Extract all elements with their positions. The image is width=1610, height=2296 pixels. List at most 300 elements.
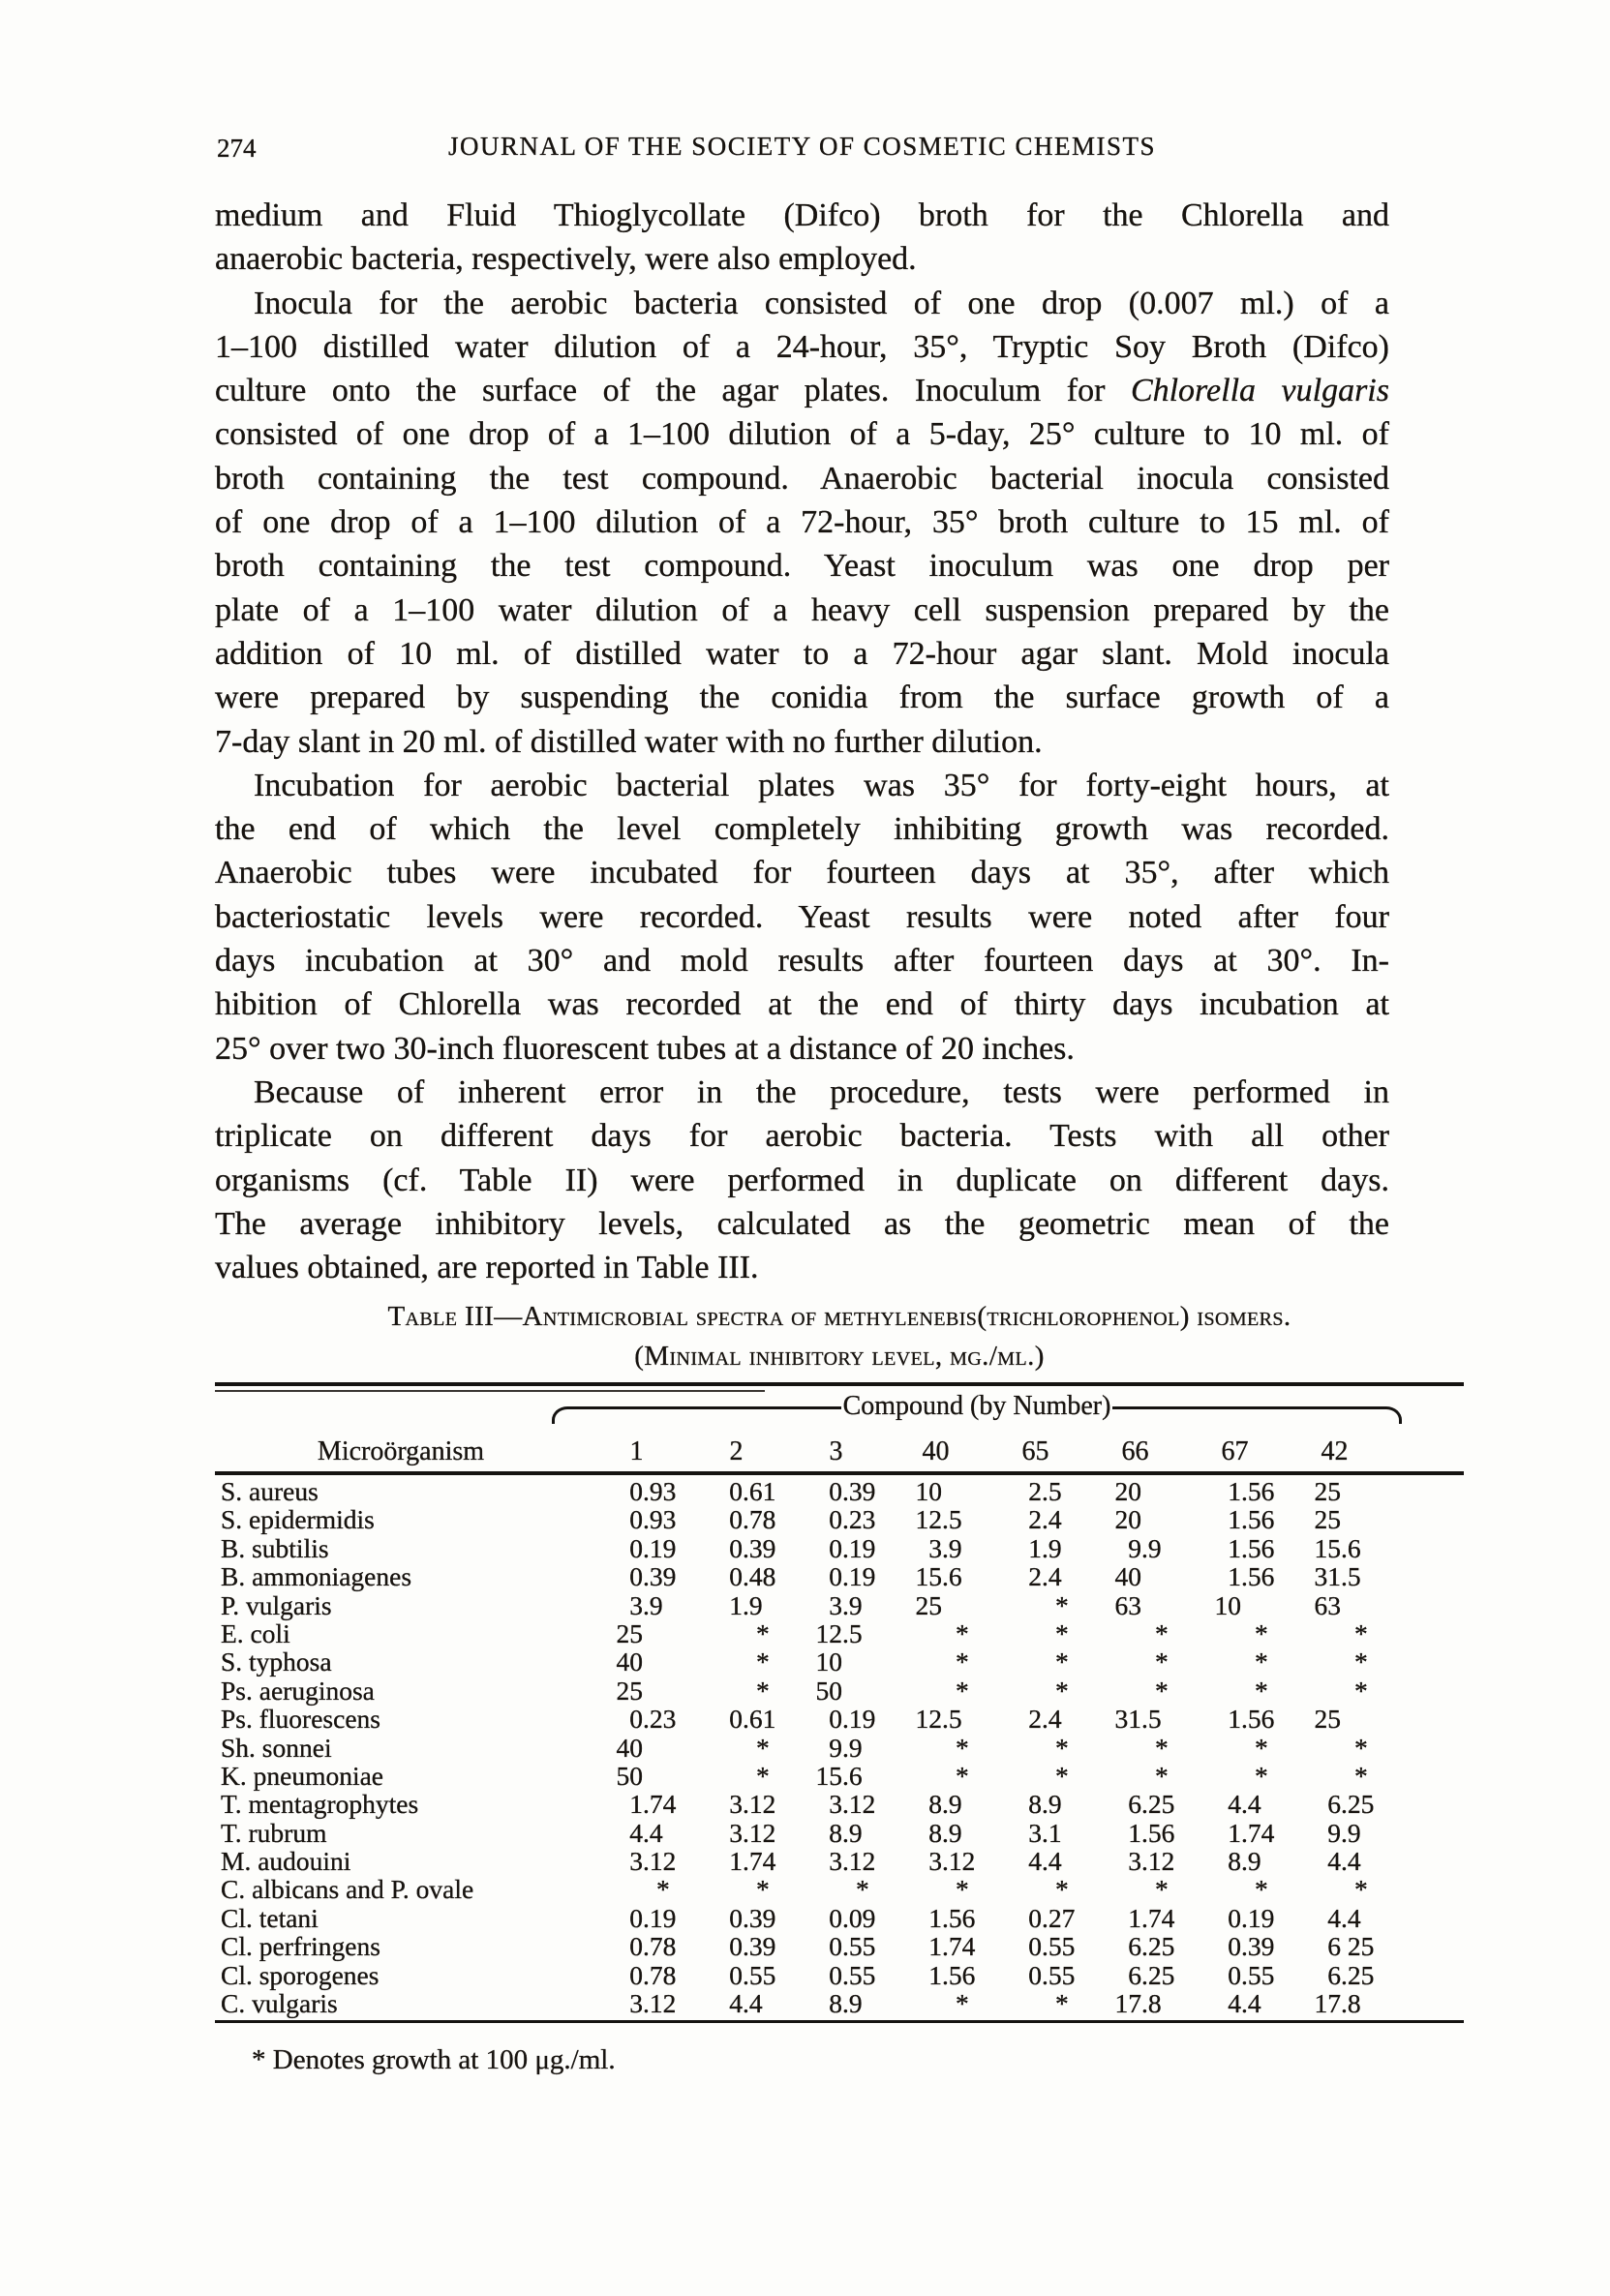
table-row [215, 1677, 1464, 1705]
mic-value-cell [592, 1619, 692, 1647]
compound-column-header: 2 [729, 1436, 744, 1466]
mic-value-cell [792, 1875, 892, 1903]
value-fraction-part: .25 [1141, 1959, 1175, 1990]
value-fraction-part: * [1055, 1988, 1069, 2019]
value-integer-part: 0 [729, 1532, 743, 1563]
value-integer-part: 40 [616, 1732, 643, 1763]
organism-name: T. mentagrophytes [221, 1789, 419, 1820]
mic-value-cell [592, 1477, 692, 1505]
spanner-left-hook-icon [552, 1406, 572, 1424]
mic-value-cell [892, 1989, 991, 2017]
value-fraction-part [1141, 1477, 1191, 1505]
value-integer-part: 1 [1228, 1504, 1241, 1535]
value-fraction-part: .39 [743, 1902, 776, 1933]
mic-value-cell [1091, 1534, 1191, 1562]
text-line: were prepared by suspending the conidia from the surface growth of a [215, 680, 1389, 716]
value-fraction-part: .93 [643, 1504, 677, 1535]
value-integer-part [1091, 1677, 1141, 1705]
value-integer-part: 0 [629, 1561, 643, 1592]
value-fraction-part [643, 1619, 692, 1647]
value-integer-part: 0 [729, 1902, 743, 1933]
value-fraction-part: * [856, 1874, 869, 1905]
mic-value-cell [1091, 1904, 1191, 1932]
mic-value-cell [1191, 1961, 1291, 1989]
text-line: Anaerobic tubes were incubated for fourteen days at 35°, after which [215, 855, 1389, 891]
value-fraction-part: * [1354, 1874, 1368, 1905]
value-fraction-part: .9 [1042, 1532, 1062, 1563]
value-integer-part: 1 [1228, 1561, 1241, 1592]
organism-name: Cl. perfringens [221, 1931, 380, 1962]
value-integer-part: 8 [829, 1988, 842, 2019]
value-fraction-part: .4 [1341, 1846, 1361, 1877]
value-fraction-part: .55 [842, 1959, 876, 1990]
mic-value-cell [792, 1819, 892, 1847]
value-integer-part [692, 1677, 743, 1705]
text-line: 25° over two 30-inch fluorescent tubes at a distance of 20 inches. [215, 1030, 1075, 1067]
mic-value-cell [692, 1819, 792, 1847]
value-fraction-part: .4 [1042, 1704, 1062, 1735]
value-fraction-part: .9 [842, 1589, 863, 1620]
mic-value-cell [1291, 1562, 1390, 1590]
text-line: the end of which the level completely inhibiting growth was recorded. [215, 811, 1389, 848]
value-integer-part: 0 [729, 1504, 743, 1535]
mic-value-cell [792, 1647, 892, 1676]
value-integer-part: 0 [829, 1931, 842, 1962]
value-fraction-part: .09 [842, 1902, 876, 1933]
value-integer-part: 0 [629, 1902, 643, 1933]
mic-value-cell [692, 1619, 792, 1647]
mic-value-cell [892, 1477, 991, 1505]
mic-value-cell [692, 1505, 792, 1533]
mic-value-cell [991, 1477, 1091, 1505]
value-integer-part [1191, 1619, 1241, 1647]
mic-value-cell [991, 1819, 1091, 1847]
value-fraction-part: .4 [1042, 1846, 1062, 1877]
value-integer-part [892, 1619, 942, 1647]
table-row [215, 1762, 1464, 1790]
mic-table [215, 1382, 1464, 2023]
value-fraction-part: .78 [643, 1931, 677, 1962]
mic-value-cell [1191, 1989, 1291, 2017]
value-fraction-part: .12 [1141, 1846, 1175, 1877]
mic-value-cell [991, 1647, 1091, 1676]
compound-spanner [552, 1391, 1402, 1424]
value-integer-part [991, 1875, 1042, 1903]
value-fraction-part: * [1055, 1874, 1069, 1905]
compound-group-label: Compound (by Number) [842, 1391, 1111, 1421]
mic-value-cell [592, 1847, 692, 1875]
mic-value-cell [792, 1562, 892, 1590]
mic-value-cell [1091, 1647, 1191, 1676]
value-fraction-part: * [1155, 1874, 1169, 1905]
mic-value-cell [1291, 1705, 1390, 1733]
value-integer-part [1191, 1647, 1241, 1676]
organism-name: B. subtilis [221, 1532, 329, 1563]
value-integer-part: 0 [629, 1959, 643, 1990]
value-integer-part [1291, 1734, 1341, 1762]
value-integer-part: 8 [928, 1789, 942, 1820]
mic-value-cell [1091, 1477, 1191, 1505]
value-integer-part [1191, 1875, 1241, 1903]
value-fraction-part: .4 [1042, 1561, 1062, 1592]
mic-value-cell [1291, 1932, 1390, 1960]
value-fraction-part: * [656, 1874, 670, 1905]
mic-value-cell [1191, 1477, 1291, 1505]
value-integer-part: 1 [729, 1846, 743, 1877]
mic-value-cell [792, 1734, 892, 1762]
value-fraction-part: .74 [743, 1846, 776, 1877]
value-integer-part: 4 [1327, 1846, 1341, 1877]
value-fraction-part: * [756, 1675, 770, 1706]
value-fraction-part: .39 [743, 1931, 776, 1962]
mic-value-cell [792, 1505, 892, 1533]
mic-value-cell [692, 1932, 792, 1960]
mic-value-cell [792, 1677, 892, 1705]
column-headers-row [215, 1436, 1464, 1467]
value-fraction-part: * [956, 1675, 969, 1706]
value-integer-part: 6 [1128, 1931, 1141, 1962]
compound-column-header: 40 [922, 1436, 950, 1466]
value-integer-part: 0 [629, 1476, 643, 1506]
mic-value-cell [1291, 1505, 1390, 1533]
value-integer-part: 0 [829, 1532, 842, 1563]
value-integer-part: 0 [1228, 1902, 1241, 1933]
value-integer-part: 0 [729, 1931, 743, 1962]
mic-value-cell [1291, 1734, 1390, 1762]
mic-value-cell [892, 1677, 991, 1705]
value-integer-part: 25 [1314, 1504, 1341, 1535]
mic-value-cell [892, 1505, 991, 1533]
organism-name: Cl. tetani [221, 1902, 319, 1933]
spanner-right-rule [1112, 1406, 1382, 1409]
value-integer-part: 3 [1128, 1846, 1141, 1877]
compound-column-header: 3 [829, 1436, 843, 1466]
mic-value-cell [991, 1677, 1091, 1705]
value-integer-part: 1 [1128, 1817, 1141, 1848]
value-fraction-part [1141, 1505, 1191, 1533]
value-fraction-part: .55 [743, 1959, 776, 1990]
mic-value-cell [991, 1932, 1091, 1960]
value-integer-part: 25 [915, 1589, 942, 1620]
value-fraction-part: * [1354, 1675, 1368, 1706]
mic-value-cell [1191, 1847, 1291, 1875]
value-fraction-part: .56 [1141, 1817, 1175, 1848]
mic-value-cell [892, 1762, 991, 1790]
mic-value-cell [991, 1989, 1091, 2017]
value-integer-part: 1 [928, 1931, 942, 1962]
value-integer-part: 4 [1327, 1902, 1341, 1933]
mic-value-cell [592, 1505, 692, 1533]
value-fraction-part: .8 [1341, 1988, 1361, 2019]
value-fraction-part: * [1354, 1617, 1368, 1648]
mic-value-cell [592, 1961, 692, 1989]
value-fraction-part: .56 [1241, 1504, 1275, 1535]
value-integer-part [1291, 1647, 1341, 1676]
value-fraction-part: .19 [643, 1532, 677, 1563]
value-integer-part [991, 1591, 1042, 1619]
value-integer-part: 2 [1028, 1561, 1042, 1592]
value-integer-part [991, 1677, 1042, 1705]
value-fraction-part [942, 1477, 991, 1505]
value-fraction-part: * [1155, 1732, 1169, 1763]
spanner-right-hook-icon [1382, 1406, 1402, 1424]
value-integer-part: 3 [829, 1789, 842, 1820]
value-fraction-part: .25 [1141, 1931, 1175, 1962]
mic-value-cell [892, 1819, 991, 1847]
value-fraction-part [942, 1591, 991, 1619]
mic-value-cell [991, 1562, 1091, 1590]
value-fraction-part: .39 [842, 1476, 876, 1506]
mic-value-cell [792, 1477, 892, 1505]
value-integer-part [692, 1734, 743, 1762]
value-fraction-part: * [756, 1874, 770, 1905]
value-fraction-part [1341, 1705, 1390, 1733]
mic-value-cell [792, 1790, 892, 1818]
mic-value-cell [792, 1847, 892, 1875]
mic-value-cell [692, 1677, 792, 1705]
text-line: 7-day slant in 20 ml. of distilled water with no further dilution. [215, 723, 1043, 760]
mic-value-cell [1091, 1847, 1191, 1875]
mic-value-cell [991, 1790, 1091, 1818]
value-integer-part: 3 [829, 1589, 842, 1620]
value-integer-part: 12 [815, 1617, 842, 1648]
mic-value-cell [1191, 1904, 1291, 1932]
value-integer-part: 0 [829, 1504, 842, 1535]
mic-value-cell [1291, 1591, 1390, 1619]
mic-value-cell [592, 1904, 692, 1932]
mic-value-cell [1191, 1932, 1291, 1960]
value-integer-part: 3 [629, 1846, 643, 1877]
value-fraction-part: .9 [1241, 1846, 1261, 1877]
value-fraction-part: * [1055, 1589, 1069, 1620]
mic-value-cell [1291, 1819, 1390, 1847]
value-fraction-part: * [756, 1760, 770, 1791]
value-integer-part: 25 [1314, 1704, 1341, 1735]
value-fraction-part [842, 1677, 892, 1705]
value-integer-part: 2 [1028, 1476, 1042, 1506]
value-fraction-part: .19 [842, 1532, 876, 1563]
value-integer-part [892, 1647, 942, 1676]
mic-value-cell [792, 1904, 892, 1932]
mic-value-cell [792, 1989, 892, 2017]
mic-value-cell [692, 1847, 792, 1875]
value-integer-part: 6 [1327, 1789, 1341, 1820]
value-fraction-part: * [1055, 1760, 1069, 1791]
mic-value-cell [592, 1734, 692, 1762]
value-integer-part: 0 [829, 1959, 842, 1990]
value-integer-part: 0 [1028, 1959, 1042, 1990]
mic-value-cell [692, 1734, 792, 1762]
organism-name: Sh. sonnei [221, 1732, 332, 1763]
mic-value-cell [1191, 1790, 1291, 1818]
value-integer-part [692, 1619, 743, 1647]
value-fraction-part [643, 1647, 692, 1676]
organism-column-header: Microörganism [317, 1436, 485, 1466]
value-integer-part [1191, 1734, 1241, 1762]
value-fraction-part: .78 [643, 1959, 677, 1990]
value-fraction-part: .56 [1241, 1476, 1275, 1506]
table-row [215, 1875, 1464, 1903]
value-fraction-part: .12 [743, 1789, 776, 1820]
value-integer-part: 50 [815, 1675, 842, 1706]
mic-value-cell [1091, 1505, 1191, 1533]
mic-value-cell [1291, 1762, 1390, 1790]
value-fraction-part [643, 1762, 692, 1790]
value-fraction-part: .9 [842, 1817, 863, 1848]
value-integer-part: 15 [815, 1760, 842, 1791]
value-integer-part: 10 [815, 1646, 842, 1677]
organism-name: P. vulgaris [221, 1589, 332, 1620]
mic-value-cell [592, 1790, 692, 1818]
compound-column-header: 42 [1321, 1436, 1349, 1466]
value-fraction-part: * [1155, 1675, 1169, 1706]
value-integer-part: 25 [616, 1675, 643, 1706]
table-body [215, 1475, 1464, 2023]
value-integer-part: 0 [729, 1561, 743, 1592]
value-integer-part [991, 1989, 1042, 2017]
text-line: addition of 10 ml. of distilled water to a 72-hour agar slant. Mold inocula [215, 635, 1389, 672]
value-fraction-part [1341, 1505, 1390, 1533]
value-fraction-part: .39 [1241, 1931, 1275, 1962]
value-fraction-part: * [1055, 1732, 1069, 1763]
value-fraction-part: .55 [1042, 1959, 1076, 1990]
value-integer-part: 1 [1228, 1476, 1241, 1506]
value-fraction-part: .55 [1241, 1959, 1275, 1990]
value-integer-part: 20 [1114, 1504, 1141, 1535]
value-fraction-part: .9 [942, 1532, 962, 1563]
mic-value-cell [692, 1647, 792, 1676]
mic-value-cell [1091, 1762, 1191, 1790]
value-fraction-part: * [1055, 1675, 1069, 1706]
value-fraction-part: .1 [1042, 1817, 1062, 1848]
mic-value-cell [792, 1762, 892, 1790]
value-fraction-part: .12 [942, 1846, 976, 1877]
value-fraction-part: * [1255, 1732, 1268, 1763]
organism-name: S. epidermidis [221, 1504, 375, 1535]
mic-value-cell [1191, 1591, 1291, 1619]
mic-value-cell [892, 1619, 991, 1647]
organism-name: C. vulgaris [221, 1988, 338, 2019]
value-integer-part: 3 [729, 1789, 743, 1820]
mic-value-cell [692, 1790, 792, 1818]
value-integer-part: 8 [928, 1817, 942, 1848]
mic-value-cell [792, 1534, 892, 1562]
value-fraction-part: .19 [842, 1704, 876, 1735]
value-fraction-part: * [956, 1732, 969, 1763]
organism-name: Cl. sporogenes [221, 1959, 380, 1990]
mic-value-cell [991, 1961, 1091, 1989]
value-integer-part: 1 [928, 1959, 942, 1990]
mic-value-cell [1091, 1790, 1191, 1818]
value-fraction-part: * [1255, 1646, 1268, 1677]
paragraph [215, 194, 1389, 282]
value-fraction-part: .12 [842, 1789, 876, 1820]
value-fraction-part: .9 [842, 1732, 863, 1763]
value-integer-part: 1 [729, 1589, 743, 1620]
mic-value-cell [1191, 1677, 1291, 1705]
mic-value-cell [792, 1619, 892, 1647]
value-integer-part [892, 1762, 942, 1790]
value-fraction-part: .5 [942, 1704, 962, 1735]
mic-value-cell [1291, 1619, 1390, 1647]
mic-value-cell [991, 1847, 1091, 1875]
value-integer-part: 0 [629, 1504, 643, 1535]
mic-value-cell [991, 1705, 1091, 1733]
value-fraction-part: .74 [942, 1931, 976, 1962]
mic-value-cell [792, 1591, 892, 1619]
mic-value-cell [1091, 1562, 1191, 1590]
value-fraction-part: .6 [942, 1561, 962, 1592]
value-fraction-part: .9 [942, 1817, 962, 1848]
value-fraction-part: .12 [643, 1846, 677, 1877]
compound-column-header: 67 [1221, 1436, 1249, 1466]
text-line: The average inhibitory levels, calculated as the geometric mean of the [215, 1205, 1389, 1242]
table-row [215, 1961, 1464, 1989]
table-header [215, 1386, 1464, 1475]
value-fraction-part: .55 [1042, 1931, 1076, 1962]
value-integer-part [991, 1647, 1042, 1676]
value-integer-part: 0 [829, 1476, 842, 1506]
mic-value-cell [1291, 1847, 1390, 1875]
value-fraction-part: 25 [1341, 1931, 1375, 1962]
value-integer-part: 63 [1114, 1589, 1141, 1620]
mic-value-cell [592, 1875, 692, 1903]
mic-value-cell [592, 1932, 692, 1960]
mic-value-cell [1091, 1989, 1191, 2017]
value-fraction-part: .61 [743, 1704, 776, 1735]
value-fraction-part: .23 [842, 1504, 876, 1535]
value-integer-part [1291, 1875, 1341, 1903]
text-line: broth containing the test compound. Yeast inoculum was one drop per [215, 548, 1389, 585]
value-fraction-part: .8 [1141, 1988, 1162, 2019]
mic-value-cell [892, 1875, 991, 1903]
mic-value-cell [1291, 1647, 1390, 1676]
mic-value-cell [1291, 1875, 1390, 1903]
value-fraction-part: .56 [1241, 1532, 1275, 1563]
table-caption [215, 1297, 1464, 1376]
table-row [215, 1705, 1464, 1733]
text-line: values obtained, are reported in Table III. [215, 1250, 759, 1286]
value-fraction-part: .5 [1141, 1704, 1162, 1735]
mic-value-cell [892, 1534, 991, 1562]
value-integer-part [991, 1734, 1042, 1762]
mic-value-cell [892, 1591, 991, 1619]
table-footnote: * Denotes growth at 100 μg./ml. [252, 2044, 616, 2075]
value-integer-part: 12 [915, 1504, 942, 1535]
text-line: bacteriostatic levels were recorded. Yeast results were noted after four [215, 898, 1389, 935]
mic-value-cell [592, 1819, 692, 1847]
table-row [215, 1932, 1464, 1960]
mic-value-cell [592, 1762, 692, 1790]
value-fraction-part: .25 [1341, 1959, 1375, 1990]
compound-column-header: 66 [1121, 1436, 1149, 1466]
value-integer-part: 50 [616, 1760, 643, 1791]
mic-value-cell [1291, 1790, 1390, 1818]
value-integer-part: 4 [629, 1817, 643, 1848]
mic-value-cell [692, 1875, 792, 1903]
value-fraction-part: .74 [1141, 1902, 1175, 1933]
table-row [215, 1647, 1464, 1676]
mic-value-cell [692, 1477, 792, 1505]
value-fraction-part: .56 [1241, 1704, 1275, 1735]
mic-value-cell [1191, 1762, 1291, 1790]
mic-value-cell [991, 1762, 1091, 1790]
value-fraction-part: .6 [1341, 1532, 1361, 1563]
mic-value-cell [892, 1790, 991, 1818]
value-integer-part: 10 [915, 1476, 942, 1506]
value-fraction-part: .39 [743, 1532, 776, 1563]
value-integer-part: 3 [928, 1532, 942, 1563]
